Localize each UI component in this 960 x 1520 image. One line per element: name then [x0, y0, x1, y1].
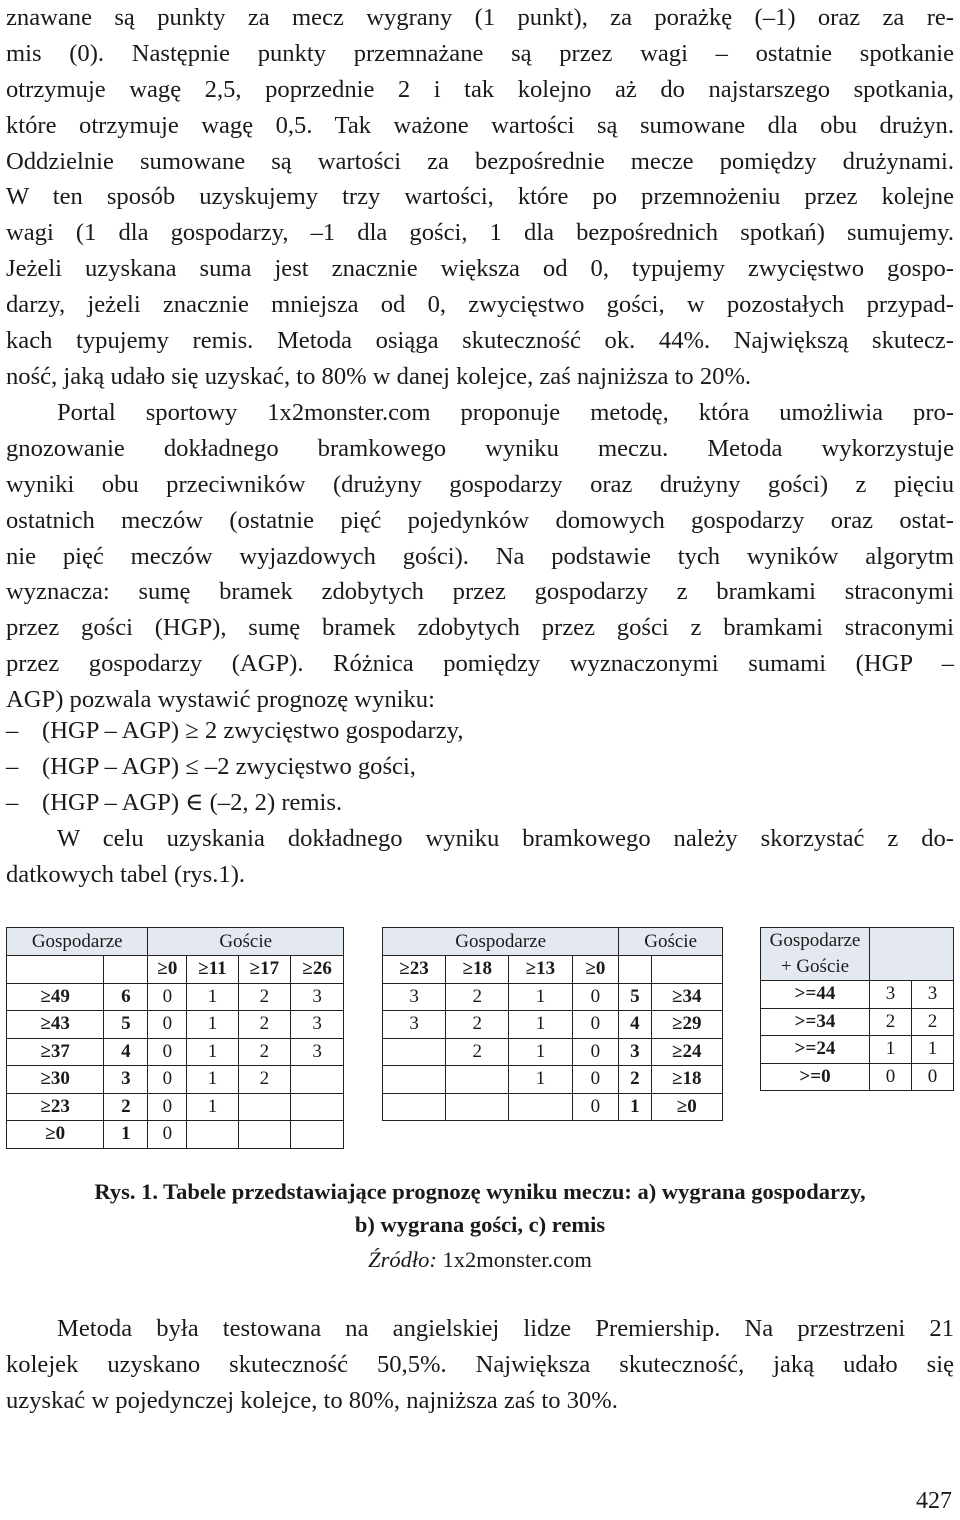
table-cell	[383, 1038, 446, 1066]
dash-bullet: –	[6, 753, 19, 780]
table-cell: 2	[912, 1008, 954, 1036]
table-row	[383, 983, 723, 1011]
table-cell	[104, 956, 148, 984]
source-value: 1x2monster.com	[436, 1247, 592, 1272]
table-cell: 3	[291, 1011, 344, 1039]
table-cell: 6	[104, 983, 148, 1011]
table-cell	[238, 1093, 291, 1121]
table-cell: ≥11	[187, 956, 238, 984]
table-cell: 0	[572, 1011, 619, 1039]
table-home-win	[6, 927, 344, 1149]
text-line: wyniki obu przeciwników (drużyny gospodarzy oraz drużyny gości) z pięciu	[6, 470, 954, 498]
table-cell: ≥13	[509, 956, 572, 984]
table-header-cell: Goście	[619, 928, 723, 956]
paragraph-4	[6, 1311, 954, 1419]
table-cell: 2	[619, 1066, 651, 1094]
table-cell	[7, 956, 104, 984]
table-cell	[291, 1121, 344, 1149]
table-cell: ≥18	[651, 1066, 722, 1094]
text-line: przez gości (HGP), sumę bramek zdobytych przez gości z bramkami straconymi	[6, 614, 954, 642]
table-cell: 5	[104, 1011, 148, 1039]
table-cell: 1	[912, 1036, 954, 1064]
text-line: W ten sposób uzyskujemy trzy wartości, które po przemnożeniu przez kolejne	[6, 183, 954, 211]
text-line: mis (0). Następnie punkty przemnażane są przez wagi – ostatnie spotkanie	[6, 39, 954, 67]
table-cell: 3	[104, 1066, 148, 1094]
table-cell: 2	[238, 983, 291, 1011]
table-cell: 0	[148, 1093, 187, 1121]
table-row	[7, 1038, 344, 1066]
table-cell: 2	[446, 1038, 509, 1066]
table-cell: 2	[446, 983, 509, 1011]
table-row	[383, 1093, 723, 1121]
text-line: wyznacza: sumę bramek zdobytych przez gospodarzy z bramkami straconymi	[6, 578, 954, 606]
paragraph-1	[6, 0, 954, 395]
table-row	[383, 956, 723, 984]
table-cell: ≥30	[7, 1066, 104, 1094]
table-row	[7, 983, 344, 1011]
table-header-row	[7, 928, 344, 956]
dash-bullet: –	[6, 789, 19, 816]
table-header-cell: Gospodarze	[383, 928, 619, 956]
table-cell: ≥0	[572, 956, 619, 984]
table-cell: 3	[619, 1038, 651, 1066]
text-line: ność, jaką udało się uzyskać, to 80% w danej kolejce, zaś najniższa to 20%.	[6, 362, 752, 390]
text-line: ostatnich meczów (ostatnie pięć pojedynków domowych gospodarzy oraz ostat-	[6, 506, 954, 534]
table-cell: ≥49	[7, 983, 104, 1011]
dash-bullet: –	[6, 717, 19, 744]
table-cell: 2	[238, 1066, 291, 1094]
table-cell	[446, 1066, 509, 1094]
table-cell: ≥0	[7, 1121, 104, 1149]
table-header-cell	[870, 928, 954, 981]
table-cell: 0	[572, 983, 619, 1011]
text-line: znawane są punkty za mecz wygrany (1 punkt), za porażkę (–1) oraz za re-	[6, 4, 954, 31]
table-cell: 4	[104, 1038, 148, 1066]
table-header-cell: Gospodarze	[761, 928, 870, 955]
table-cell: ≥34	[651, 983, 722, 1011]
table-cell: 3	[912, 981, 954, 1009]
list-item	[6, 749, 416, 785]
table-cell: 5	[619, 983, 651, 1011]
table-cell: ≥18	[446, 956, 509, 984]
table-cell	[238, 1121, 291, 1149]
table-away-win	[382, 927, 723, 1121]
text-line: Portal sportowy 1x2monster.com proponuje metodę, która umożliwia pro-	[57, 399, 954, 426]
text-line: Metoda była testowana na angielskiej lidze Premiership. Na przestrzeni 21	[57, 1315, 954, 1342]
table-cell: >=44	[761, 981, 870, 1009]
table-cell: 4	[619, 1011, 651, 1039]
table-cell: ≥23	[383, 956, 446, 984]
table-cell: ≥23	[7, 1093, 104, 1121]
table-cell: 1	[509, 1066, 572, 1094]
table-header-cell: Goście	[148, 928, 344, 956]
text-line: otrzymuje wagę 2,5, poprzednie 2 i tak kolejno aż do najstarszego spotkania,	[6, 75, 954, 103]
table-cell: 2	[446, 1011, 509, 1039]
table-cell: ≥24	[651, 1038, 722, 1066]
table-cell: ≥17	[238, 956, 291, 984]
paragraph-2	[6, 395, 954, 718]
table-header-cell: + Goście	[761, 954, 870, 981]
table-row	[761, 1036, 954, 1064]
table-cell: >=34	[761, 1008, 870, 1036]
table-cell: 1	[104, 1121, 148, 1149]
text-line: kach typujemy remis. Metoda osiąga skuteczność ok. 44%. Największą skutecz-	[6, 327, 954, 355]
table-cell	[383, 1093, 446, 1121]
table-cell: 2	[104, 1093, 148, 1121]
table-cell: ≥43	[7, 1011, 104, 1039]
table-cell: ≥0	[651, 1093, 722, 1121]
table-cell: 3	[383, 1011, 446, 1039]
table-cell: 1	[509, 1038, 572, 1066]
table-row	[761, 1008, 954, 1036]
table-cell: 0	[912, 1063, 954, 1091]
list-item	[6, 713, 464, 749]
text-line: kolejek uzyskano skuteczność 50,5%. Największa skuteczność, jaką udało się	[6, 1350, 954, 1378]
table-cell: 3	[870, 981, 912, 1009]
text-line: AGP) pozwala wystawić prognozę wyniku:	[6, 686, 435, 714]
text-line: nie pięć meczów wyjazdowych gości). Na podstawie tych wyników algorytm	[6, 542, 954, 570]
table-row	[7, 956, 344, 984]
table-cell: 3	[291, 1038, 344, 1066]
table-cell: ≥29	[651, 1011, 722, 1039]
paragraph-3	[6, 821, 954, 893]
table-cell: >=0	[761, 1063, 870, 1091]
table-cell: 0	[870, 1063, 912, 1091]
table-cell: 0	[572, 1093, 619, 1121]
table-header-row	[761, 928, 954, 955]
table-cell	[187, 1121, 238, 1149]
figure-source	[0, 1243, 960, 1276]
table-cell: ≥37	[7, 1038, 104, 1066]
table-row	[7, 1093, 344, 1121]
table-cell	[383, 1066, 446, 1094]
text-line: Oddzielnie sumowane są wartości za bezpośrednie mecze pomiędzy drużynami.	[6, 147, 954, 175]
list-item	[6, 785, 342, 821]
figure-caption	[0, 1175, 960, 1241]
table-cell: 2	[238, 1038, 291, 1066]
text-line: datkowych tabel (rys.1).	[6, 860, 246, 888]
table-cell	[446, 1093, 509, 1121]
table-cell: ≥26	[291, 956, 344, 984]
table-cell: >=24	[761, 1036, 870, 1064]
table-cell: 0	[572, 1066, 619, 1094]
table-cell: 0	[572, 1038, 619, 1066]
table-cell: 0	[148, 1121, 187, 1149]
table-cell: 1	[509, 1011, 572, 1039]
text-line: Jeżeli uzyskana suma jest znacznie większa od 0, typujemy zwycięstwo gospo-	[6, 255, 954, 283]
table-cell: 3	[291, 983, 344, 1011]
table-cell: 1	[187, 1093, 238, 1121]
table-cell: 0	[148, 983, 187, 1011]
page-number: 427	[916, 1488, 952, 1514]
table-row	[383, 1038, 723, 1066]
table-header-row	[383, 928, 723, 956]
text-line: przez gospodarzy (AGP). Różnica pomiędzy wyznaczonymi sumami (HGP –	[6, 650, 954, 678]
table-row	[383, 1066, 723, 1094]
text-line: wagi (1 dla gospodarzy, –1 dla gości, 1 dla bezpośrednich spotkań) sumujemy.	[6, 219, 954, 247]
table-cell: 1	[619, 1093, 651, 1121]
table-cell: 3	[383, 983, 446, 1011]
table-cell	[651, 956, 722, 984]
table-cell: 2	[870, 1008, 912, 1036]
table-cell: 1	[509, 983, 572, 1011]
table-row	[383, 1011, 723, 1039]
table-row	[761, 981, 954, 1009]
table-cell: 1	[187, 1066, 238, 1094]
table-cell	[619, 956, 651, 984]
table-cell: 1	[187, 1011, 238, 1039]
table-cell	[291, 1093, 344, 1121]
table-row	[7, 1121, 344, 1149]
table-cell: 1	[870, 1036, 912, 1064]
table-cell	[291, 1066, 344, 1094]
caption-line: b) wygrana gości, c) remis	[354, 1212, 606, 1237]
text-line: darzy, jeżeli znacznie mniejsza od 0, zwycięstwo gości, w pozostałych przypad-	[6, 291, 954, 319]
source-label: Źródło:	[368, 1247, 437, 1272]
text-line: które otrzymuje wagę 0,5. Tak ważone wartości są sumowane dla obu drużyn.	[6, 111, 954, 139]
table-draw	[760, 927, 954, 1091]
list-item-text: (HGP – AGP) ∈ (–2, 2) remis.	[42, 789, 343, 816]
table-cell: 0	[148, 1066, 187, 1094]
table-cell: ≥0	[148, 956, 187, 984]
table-header-cell: Gospodarze	[7, 928, 148, 956]
table-cell: 2	[238, 1011, 291, 1039]
text-line: W celu uzyskania dokładnego wyniku bramkowego należy skorzystać z do-	[57, 825, 954, 852]
caption-line: Rys. 1. Tabele przedstawiające prognozę wyniku meczu: a) wygrana gospodarzy,	[94, 1179, 866, 1204]
table-row	[7, 1011, 344, 1039]
text-line: uzyskać w pojedynczej kolejce, to 80%, najniższa zaś to 30%.	[6, 1386, 618, 1414]
text-line: gnozowanie dokładnego bramkowego wyniku meczu. Metoda wykorzystuje	[6, 434, 954, 462]
table-row	[761, 1063, 954, 1091]
table-cell: 0	[148, 1038, 187, 1066]
table-cell: 0	[148, 1011, 187, 1039]
table-cell: 1	[187, 983, 238, 1011]
table-row	[7, 1066, 344, 1094]
list-item-text: (HGP – AGP) ≤ –2 zwycięstwo gości,	[42, 753, 416, 780]
list-item-text: (HGP – AGP) ≥ 2 zwycięstwo gospodarzy,	[42, 717, 464, 744]
table-cell	[509, 1093, 572, 1121]
table-cell: 1	[187, 1038, 238, 1066]
